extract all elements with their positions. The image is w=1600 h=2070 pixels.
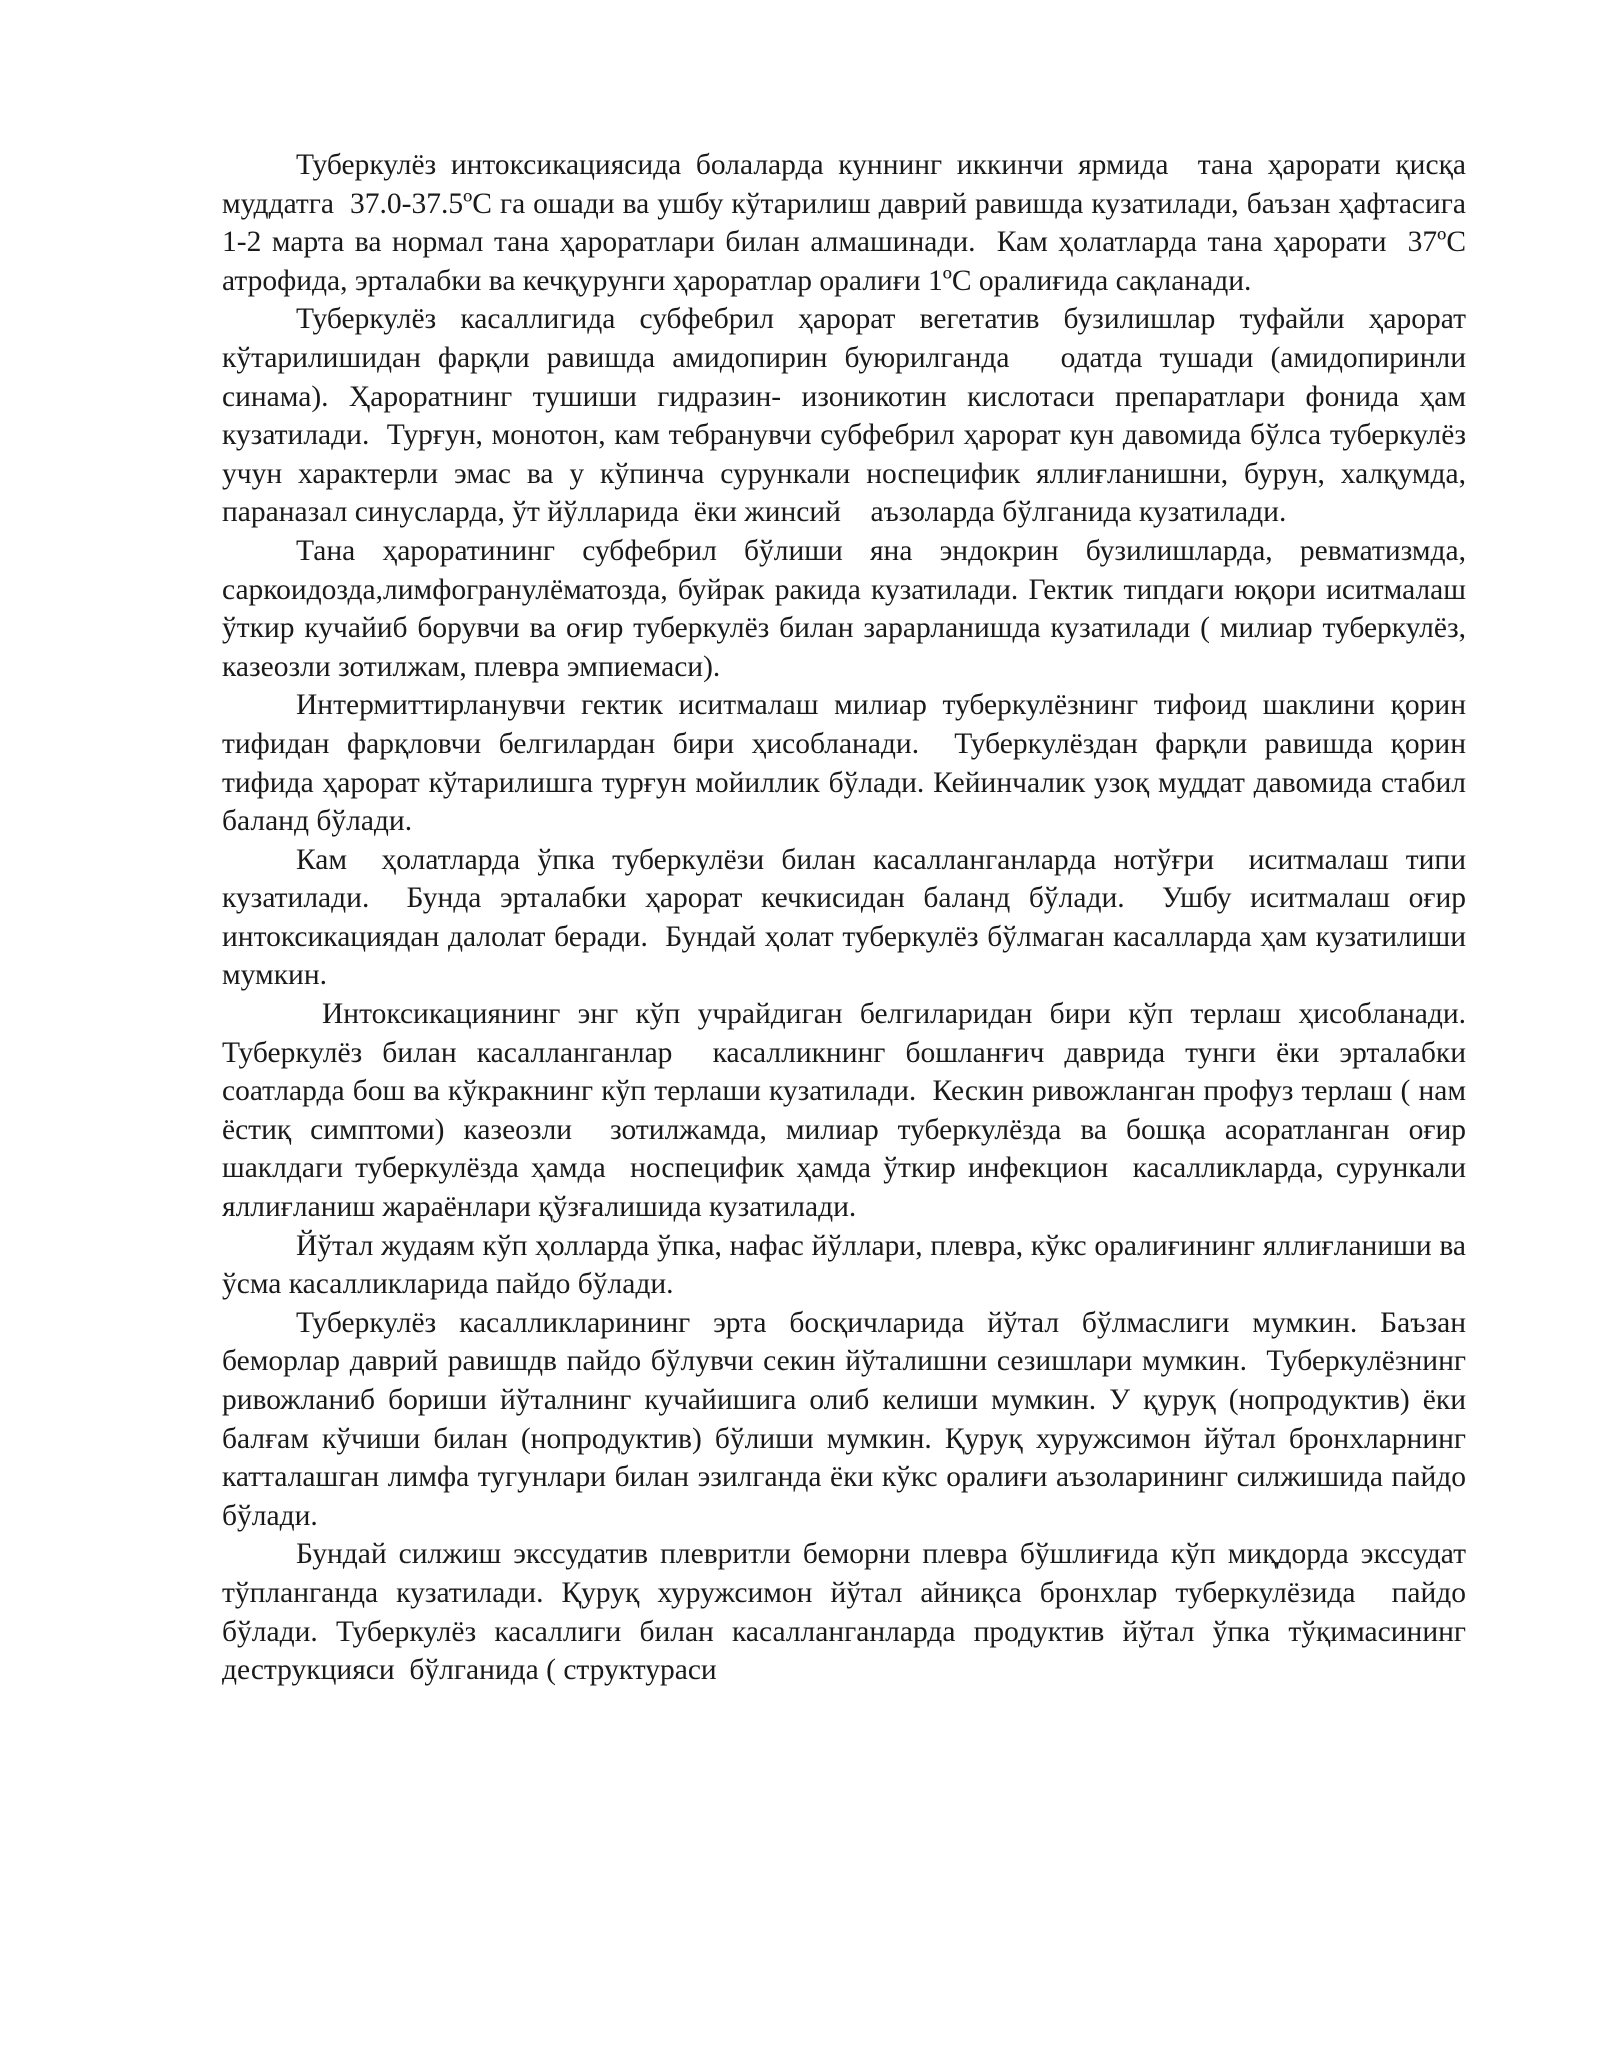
paragraph-6: Интоксикациянинг энг кўп учрайдиган белгиларидан бири кўп терлаш ҳисобланади. Туберкулёз билан касалланганлар касалликнинг бошланғич даврида тунги ёки эрталабки соатларда бош ва кўкракнинг кўп терлаши кузатилади. Кескин ривожланган профуз терлаш ( нам ёстиқ симптоми) казеозли зотилжамда, милиар туберкулёзда ва бошқа асоратланган оғир шаклдаги туберкулёзда ҳамда носпецифик ҳамда ўткир инфекцион касалликларда, сурункали яллиғланиш жараёнлари қўзғалишида кузатилади. — [222, 998, 1474, 1224]
paragraph-4: Интермиттирланувчи гектик иситмалаш милиар туберкулёзнинг тифоид шаклини қорин тифидан фарқловчи белгилардан бири ҳисобланади. Туберкулёздан фарқли равишда қорин тифида ҳарорат кўтарилишга турғун мойиллик бўлади. Кейинчалик узоқ муддат давомида стабил баланд бўлади. — [222, 689, 1474, 838]
paragraph-8: Туберкулёз касалликларининг эрта босқичларида йўтал бўлмаслиги мумкин. Баъзан беморлар даврий равишдв пайдо бўлувчи секин йўталишни сезишлари мумкин. Туберкулёзнинг ривожланиб бориши йўталнинг кучайишига олиб келиши мумкин. У қуруқ (нопродуктив) ёки балғам кўчиши билан (нопродуктив) бўлиши мумкин. Қуруқ хуружсимон йўтал бронхларнинг катталашган лимфа тугунлари билан эзилганда ёки кўкс оралиғи аъзоларининг силжишида пайдо бўлади. — [222, 1306, 1474, 1532]
paragraph-5: Кам ҳолатларда ўпка туберкулёзи билан касалланганларда нотўғри иситмалаш типи кузатилади. Бунда эрталабки ҳарорат кечкисидан баланд бўлади. Ушбу иситмалаш оғир интоксикациядан далолат беради. Бундай ҳолат туберкулёз бўлмаган касалларда ҳам кузатилиши мумкин. — [222, 843, 1474, 992]
paragraph-1: Туберкулёз интоксикациясида болаларда куннинг иккинчи ярмида тана ҳарорати қисқа муддатга 37.0-37.5ºС га ошади ва ушбу кўтарилиш даврий равишда кузатилади, баъзан ҳафтасига 1-2 марта ва нормал тана ҳароратлари билан алмашинади. Кам ҳолатларда тана ҳарорати 37ºС атрофида, эрталабки ва кечқурунги ҳароратлар оралиғи 1ºС оралиғида сақланади. — [222, 149, 1474, 297]
paragraph-3: Тана ҳароратининг субфебрил бўлиши яна эндокрин бузилишларда, ревматизмда, саркоидозда,лимфогранулёматозда, буйрак ракида кузатилади. Гектик типдаги юқори иситмалаш ўткир кучайиб борувчи ва оғир туберкулёз билан зарарланишда кузатилади ( милиар туберкулёз, казеозли зотилжам, плевра эмпиемаси). — [222, 534, 1481, 683]
paragraph-7: Йўтал жудаям кўп ҳолларда ўпка, нафас йўллари, плевра, кўкс оралиғининг яллиғланиши ва ўсма касалликларида пайдо бўлади. — [222, 1229, 1474, 1301]
paragraph-2: Туберкулёз касаллигида субфебрил ҳарорат вегетатив бузилишлар туфайли ҳарорат кўтарилишидан фарқли равишда амидопирин буюрилганда одатда тушади (амидопиринли синама). Ҳароратнинг тушиши гидразин- изоникотин кислотаси препаратлари фонида ҳам кузатилади. Турғун, монотон, кам тебранувчи субфебрил ҳарорат кун давомида бўлса туберкулёз учун характерли эмас ва у кўпинча сурункали носпецифик яллиғланишни, бурун, халқумда, параназал синусларда, ўт йўлларида ёки жинсий аъзоларда бўлганида кузатилади. — [222, 303, 1474, 529]
document-page — [222, 146, 1481, 1690]
paragraph-9: Бундай силжиш экссудатив плевритли беморни плевра бўшлиғида кўп миқдорда экссудат тўпланганда кузатилади. Қуруқ хуружсимон йўтал айниқса бронхлар туберкулёзида пайдо бўлади. Туберкулёз касаллиги билан касалланганларда продуктив йўтал ўпка тўқимасининг деструкцияси бўлганида ( структураси — [222, 1538, 1474, 1687]
